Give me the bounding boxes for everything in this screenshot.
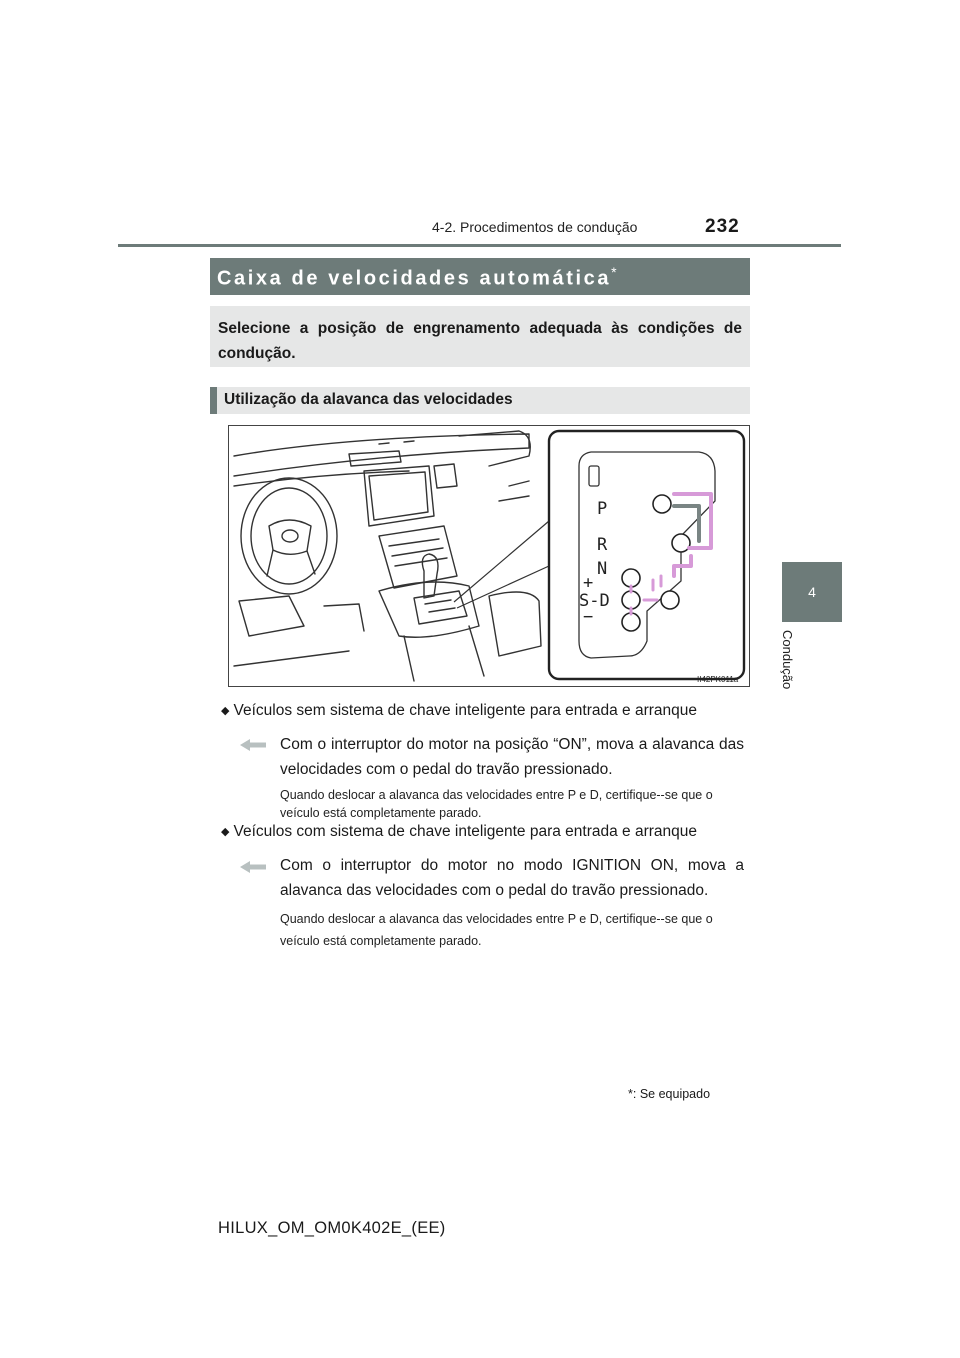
- instruction-text-1: Com o interruptor do motor na posição “ON”, mova a alavanca das velocidades com o pedal do travão pressionado.: [280, 736, 744, 778]
- bullet-item-2: [221, 823, 697, 841]
- instruction-text-2: Com o interruptor do motor no modo IGNITION ON, mova a alavanca das velocidades com o pedal do travão pressionado.: [280, 857, 744, 899]
- chapter-number: 4: [808, 584, 816, 600]
- gate-label-n: N: [597, 559, 608, 579]
- bullet-text-1: Veículos sem sistema de chave inteligente para entrada e arranque: [233, 702, 698, 719]
- gear-lever-illustration: [229, 426, 749, 686]
- footnote-text: : Se equipado: [632, 1087, 711, 1101]
- dashboard-drawing: [234, 431, 541, 681]
- bullet-item-1: [221, 702, 697, 720]
- gate-label-minus: −: [583, 607, 594, 627]
- bullet-text-2: Veículos com sistema de chave inteligente para entrada e arranque: [233, 823, 698, 840]
- gate-label-r: R: [597, 535, 608, 555]
- gate-position-d-circle: [661, 591, 679, 609]
- asterisk-marker: *: [611, 264, 617, 280]
- gate-position-sd-circle: [622, 591, 640, 609]
- gate-label-sd: S-D: [579, 591, 610, 611]
- note-text-1: Quando deslocar a alavanca das velocidades entre P e D, certifique--se que o veículo está completamente parado.: [280, 788, 713, 820]
- section-title-text: Caixa de velocidades automática: [217, 267, 612, 290]
- footer-document-code: HILUX_OM_OM0K402E_(EE): [218, 1219, 446, 1237]
- figure-code: II42PK011a: [697, 675, 739, 684]
- footnote-asterisk: *: [628, 1087, 633, 1101]
- gate-position-minus-circle: [622, 613, 640, 631]
- section-title: [217, 264, 617, 291]
- callout-lines: [454, 521, 549, 608]
- page-number: 232: [705, 216, 740, 237]
- header-rule: [118, 244, 841, 247]
- arrow-left-icon: [238, 738, 268, 752]
- gate-label-plus: +: [583, 573, 594, 593]
- chapter-label-container: [780, 630, 804, 700]
- subheading-text: Utilização da alavanca das velocidades: [224, 391, 513, 408]
- intro-box: [210, 306, 750, 367]
- diamond-bullet-icon: ◆: [221, 705, 230, 717]
- section-title-bar: [210, 258, 750, 295]
- diamond-bullet-icon: ◆: [221, 826, 230, 838]
- gate-label-p: P: [597, 499, 608, 519]
- arrow-left-icon: [238, 860, 268, 874]
- note-text-2: Quando deslocar a alavanca das velocidades entre P e D, certifique--se que o veículo está completamente parado.: [280, 912, 713, 948]
- intro-text: Selecione a posição de engrenamento adequada às condições de condução.: [218, 320, 742, 362]
- footnote: [628, 1087, 710, 1101]
- header-section-title: 4-2. Procedimentos de condução: [432, 219, 638, 235]
- chapter-label: Condução: [780, 630, 795, 690]
- chapter-tab: [782, 562, 842, 622]
- gate-position-r-circle: [672, 534, 690, 552]
- subheading-bar: [210, 387, 750, 414]
- gate-position-n-circle: [622, 569, 640, 587]
- gate-position-p-circle: [653, 495, 671, 513]
- gear-lever-figure: [228, 425, 750, 687]
